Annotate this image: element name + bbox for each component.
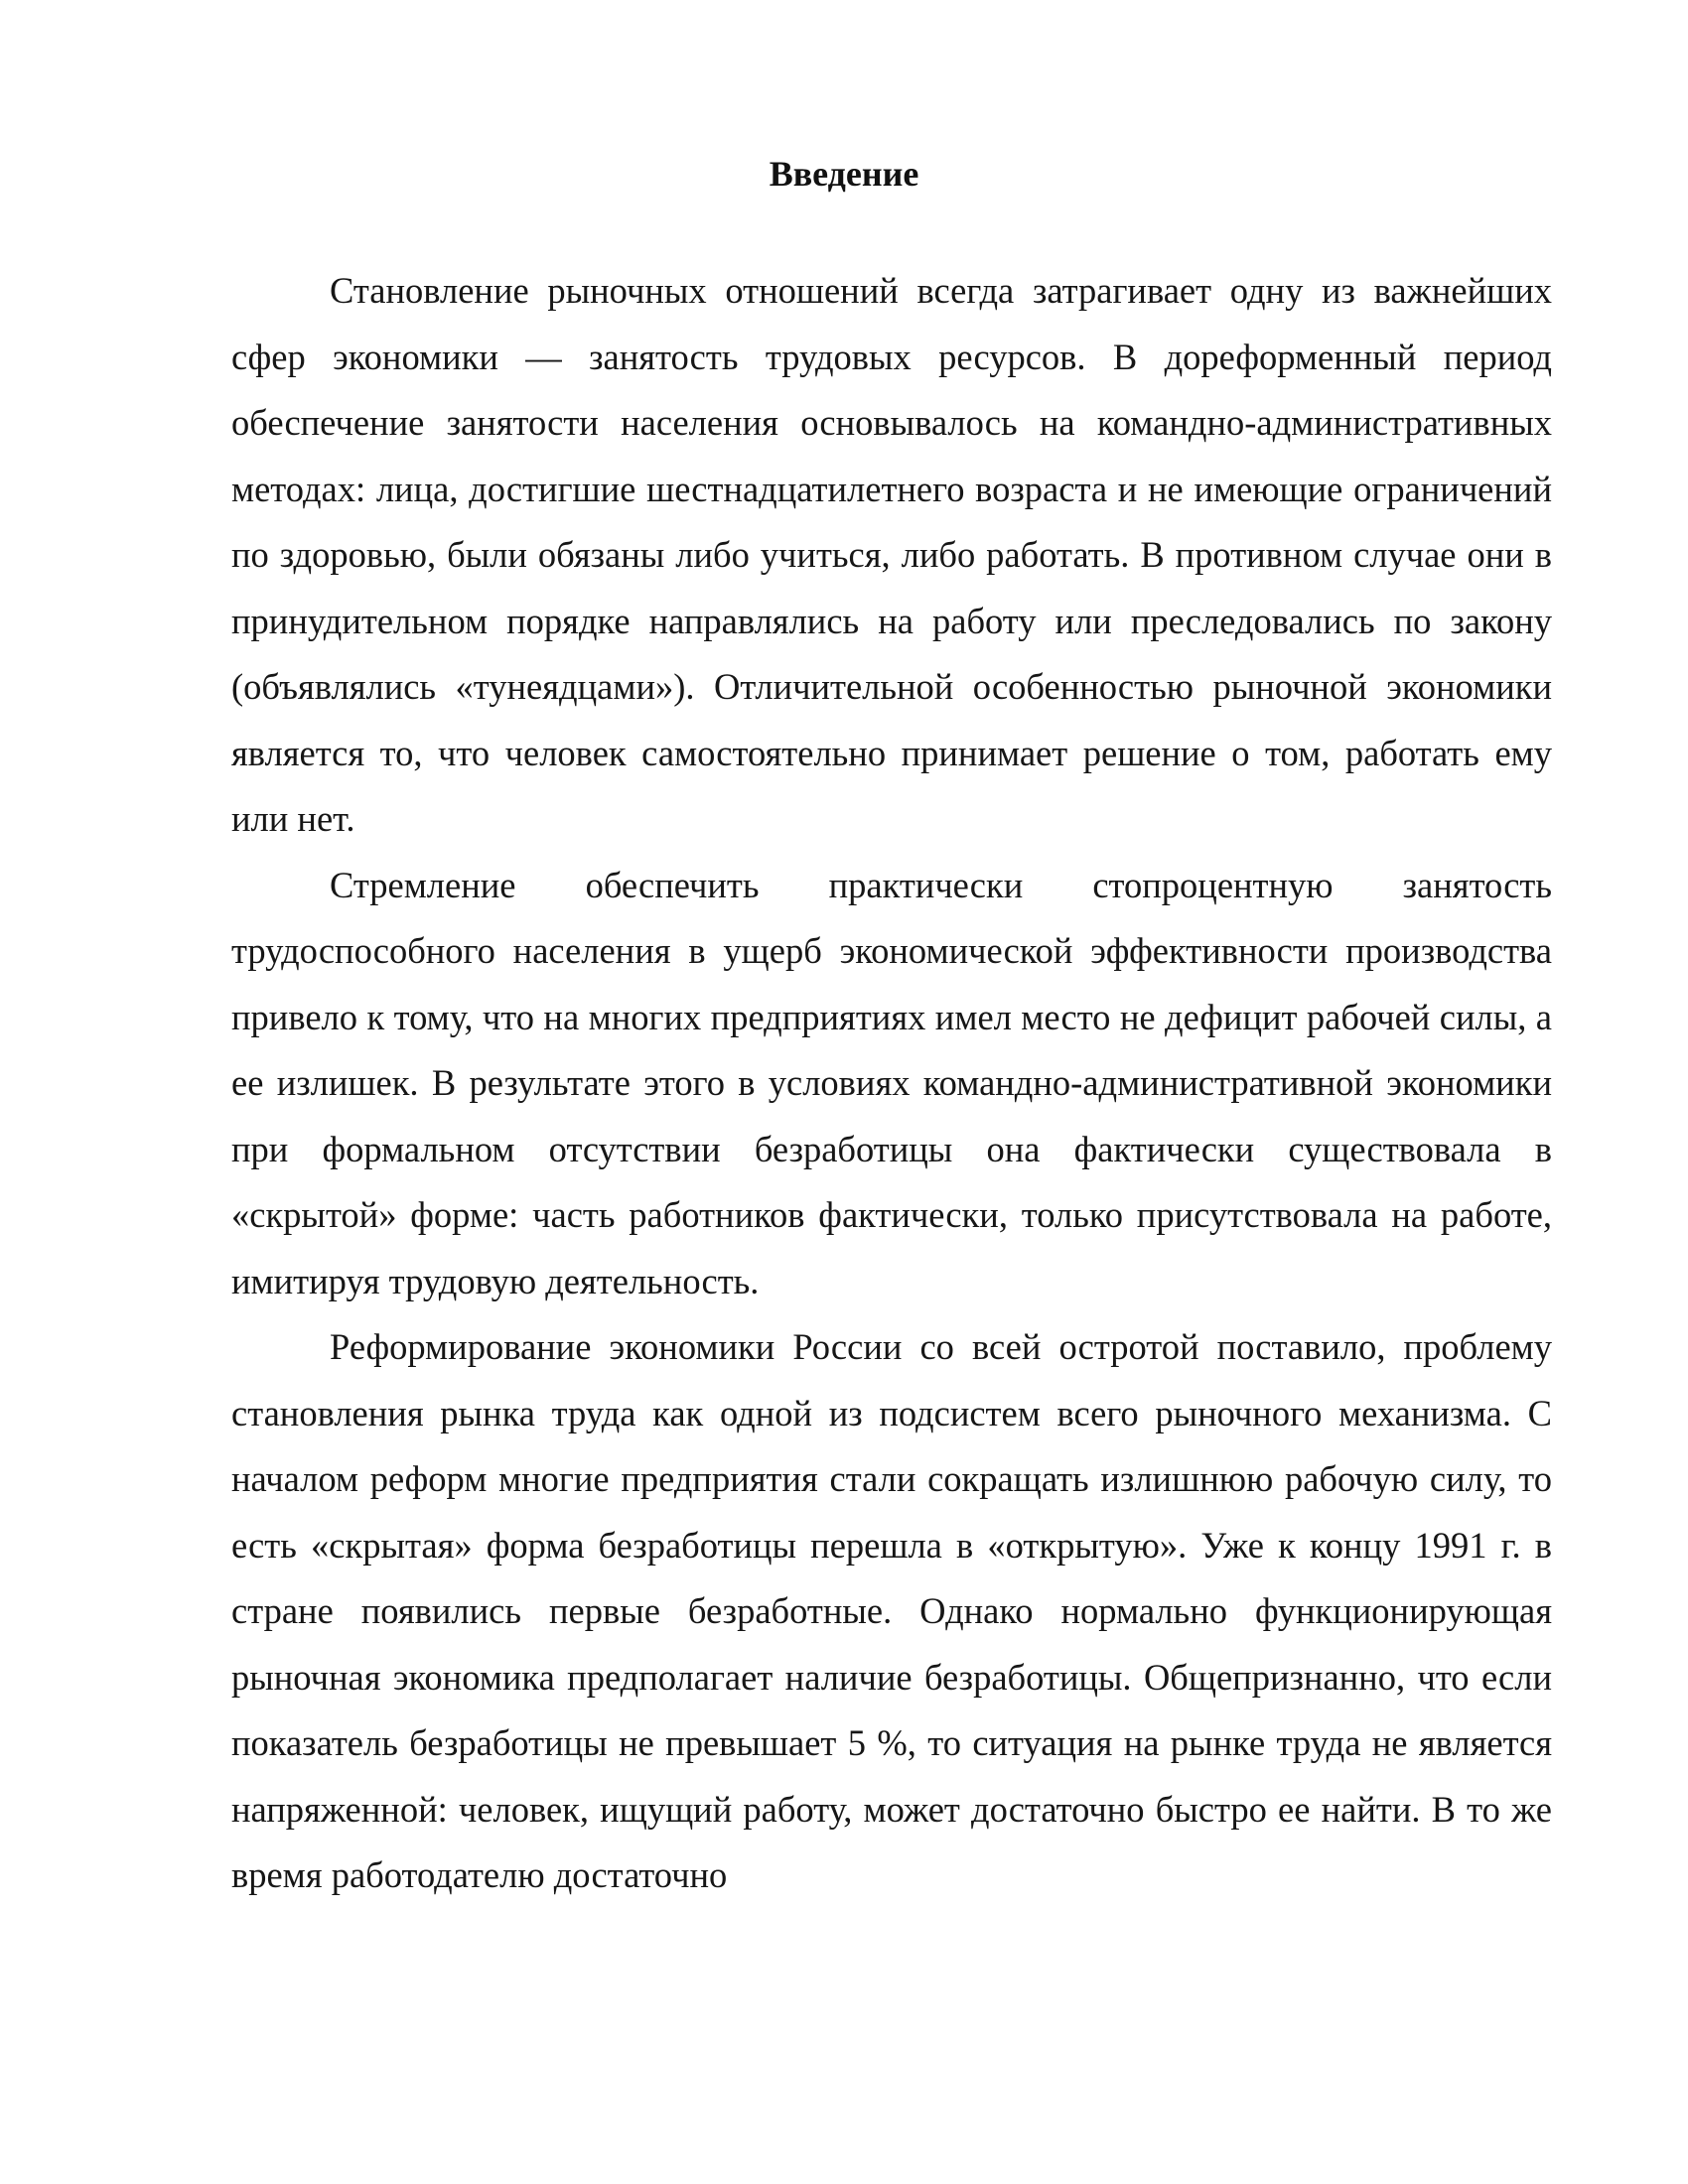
paragraph-3: Реформирование экономики России со всей остротой поставило, проблему становления рынка труда как одной из подсистем всего рыночного механизма. С началом реформ многие предприятия стали сокращать излишнюю рабочую силу, то есть «скрытая» форма безработицы перешла в «открытую». Уже к концу 1991 г. в стране появились первые безработные. Однако нормально функционирующая рыночная экономика предполагает наличие безработицы. Общепризнанно, что если показатель безработицы не превышает 5 %, то ситуация на рынке труда не является напряженной: человек, ищущий работу, может достаточно быстро ее найти. В то же время работодателю достаточно (231, 1326, 1552, 1895)
paragraph-1: Становление рыночных отношений всегда затрагивает одну из важнейших сфер экономики — занятость трудовых ресурсов. В дореформенный период обеспечение занятости населения основывалось на командно-административных методах: лица, достигшие шестнадцатилетнего возраста и не имеющие ограничений по здоровью, были обязаны либо учиться, либо работать. В противном случае они в принудительном порядке направлялись на работу или преследовались по закону (объявлялись «тунеядцами»). Отличительной особенностью рыночной экономики является то, что человек самостоятельно принимает решение о том, работать ему или нет. (231, 270, 1552, 839)
document-body (231, 258, 1552, 1909)
paragraph-2: Стремление обеспечить практически стопроцентную занятость трудоспособного населения в ущерб экономической эффективности производства привело к тому, что на многих предприятиях имел место не дефицит рабочей силы, а ее излишек. В результате этого в условиях командно-административной экономики при формальном отсутствии безработицы она фактически существовала в «скрытой» форме: часть работников фактически, только присутствовала на работе, имитируя трудовую деятельность. (231, 864, 1552, 1301)
page-title: Введение (769, 154, 919, 194)
